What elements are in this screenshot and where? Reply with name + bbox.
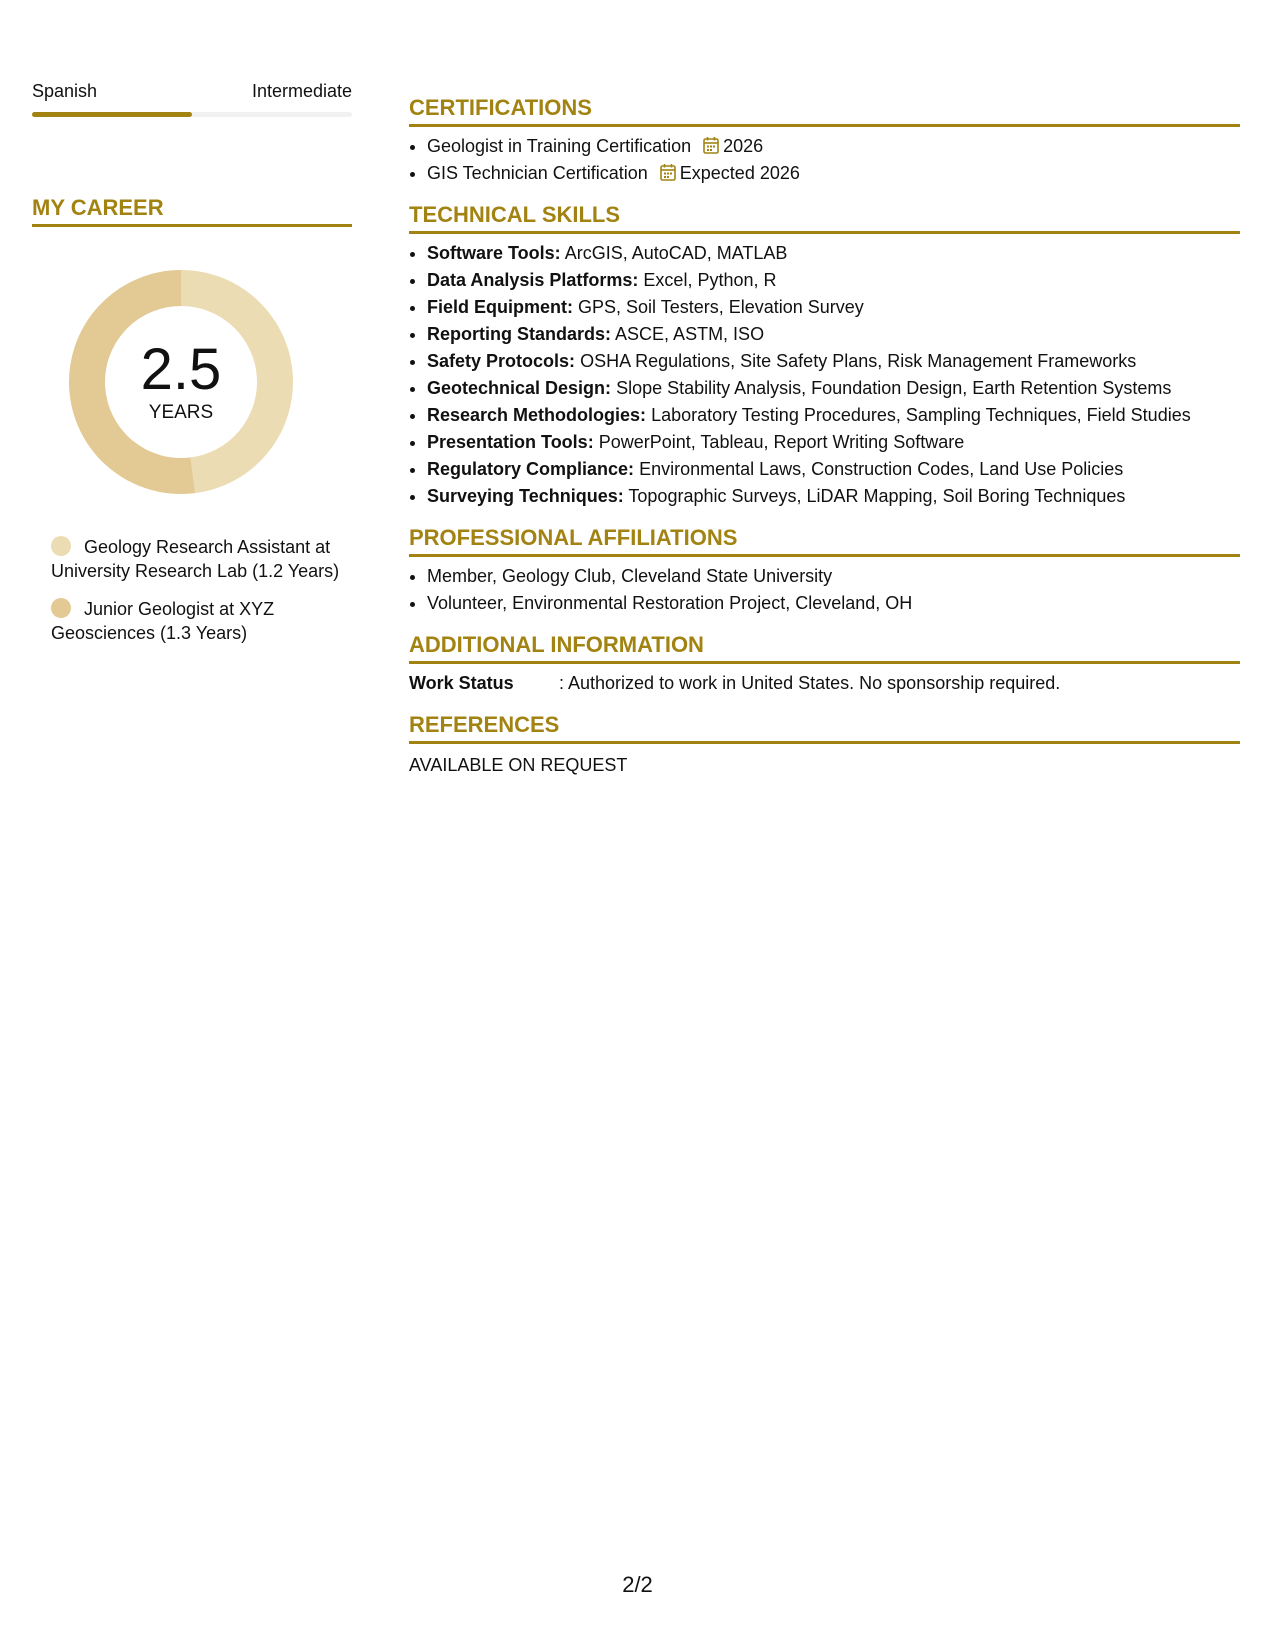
skill-item [427,375,1240,402]
skill-value: ArcGIS, AutoCAD, MATLAB [564,243,788,263]
skill-value: PowerPoint, Tableau, Report Writing Software [598,432,965,452]
skill-item [427,402,1240,429]
career-section-title: MY CAREER [32,194,352,227]
technical-skills-title: TECHNICAL SKILLS [409,201,1240,234]
skill-label: Data Analysis Platforms: [427,270,639,290]
career-legend [32,535,352,645]
career-legend-text: Junior Geologist at XYZ Geosciences (1.3 Years) [51,599,275,643]
skill-label: Regulatory Compliance: [427,459,635,479]
work-status-row [409,670,1240,697]
legend-dot [51,598,71,618]
skill-value: Laboratory Testing Procedures, Sampling Techniques, Field Studies [651,405,1191,425]
skill-label: Research Methodologies: [427,405,647,425]
skill-label: Software Tools: [427,243,561,263]
page-number: 2/2 [622,1572,653,1597]
skill-value: OSHA Regulations, Site Safety Plans, Risk Management Frameworks [580,351,1137,371]
left-column [32,80,352,659]
language-proficiency-fill [32,112,192,117]
skill-value: ASCE, ASTM, ISO [615,324,765,344]
donut-center [66,267,296,497]
career-legend-item [51,535,352,583]
language-row [32,80,352,102]
legend-dot [51,536,71,556]
skill-label: Geotechnical Design: [427,378,612,398]
references-text: AVAILABLE ON REQUEST [409,755,628,775]
certifications-list [409,133,1240,187]
certifications-title: CERTIFICATIONS [409,94,1240,127]
career-total-unit: YEARS [148,402,214,423]
skill-label: Reporting Standards: [427,324,612,344]
skill-item [427,429,1240,456]
certification-item [427,133,1240,160]
additional-info-title: ADDITIONAL INFORMATION [409,631,1240,664]
language-level: Intermediate [251,81,352,101]
skill-value: GPS, Soil Testers, Elevation Survey [578,297,864,317]
calendar-icon [703,136,719,154]
affiliations-section [409,524,1240,617]
skill-label: Field Equipment: [427,297,573,317]
affiliations-title: PROFESSIONAL AFFILIATIONS [409,524,1240,557]
skill-label: Presentation Tools: [427,432,594,452]
skill-item [427,483,1240,510]
skill-value: Topographic Surveys, LiDAR Mapping, Soil Boring Techniques [628,486,1126,506]
additional-info-section [409,631,1240,697]
skill-value: Environmental Laws, Construction Codes, Land Use Policies [639,459,1124,479]
skill-item [427,321,1240,348]
certification-item [427,160,1240,187]
certification-date: 2026 [723,136,764,156]
skill-label: Safety Protocols: [427,351,576,371]
references-section [409,711,1240,779]
skill-item [427,294,1240,321]
right-column [409,94,1240,793]
skill-item [427,456,1240,483]
skill-item [427,240,1240,267]
certification-date: Expected 2026 [679,163,800,183]
certifications-section [409,94,1240,187]
certification-name: Geologist in Training Certification [427,136,692,156]
work-status-value: : Authorized to work in United States. No sponsorship required. [559,673,1061,693]
skill-item [427,267,1240,294]
affiliations-list [409,563,1240,617]
certification-name: GIS Technician Certification [427,163,648,183]
skill-item [427,348,1240,375]
calendar-icon [660,163,676,181]
skill-label: Surveying Techniques: [427,486,624,506]
work-status-label: Work Status [409,673,514,693]
career-donut-chart [66,267,296,497]
language-proficiency-bar [32,112,352,117]
skill-value: Excel, Python, R [643,270,777,290]
affiliation-item: • Member, Geology Club, Cleveland State University [427,563,1240,590]
technical-skills-section [409,201,1240,510]
career-total-value: 2.5 [140,337,222,402]
affiliation-item: • Volunteer, Environmental Restoration Project, Cleveland, OH [427,590,1240,617]
career-legend-item [51,597,352,645]
career-legend-text: Geology Research Assistant at University Research Lab (1.2 Years) [51,537,340,581]
references-title: REFERENCES [409,711,1240,744]
technical-skills-list [409,240,1240,510]
language-name: Spanish [32,81,98,101]
skill-value: Slope Stability Analysis, Foundation Design, Earth Retention Systems [616,378,1172,398]
